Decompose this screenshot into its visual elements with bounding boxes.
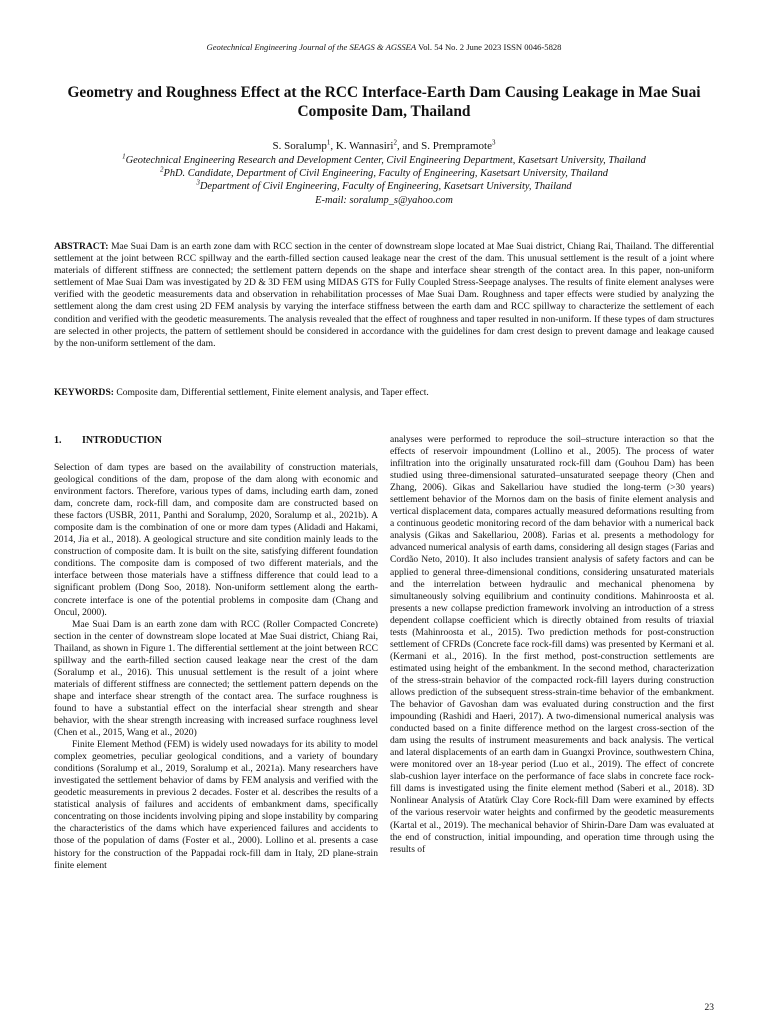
abstract-text: Mae Suai Dam is an earth zone dam with RCC section in the center of downstream slope located at Mae Suai district, Chiang Rai, Thailand. The differential settlement at the joint between RCC spillway and the earth-filled section caused leakage near the crest of the dam. This unusual settlement is the result of a joint where materials of different stiffness are connected; the settlement pattern depends on the shape and interface shear strength of the contact area. In this paper, non-uniform settlement of Mae Suai Dam was investigated by 2D & 3D FEM using MIDAS GTS for Fully Coupled Stress-Seepage analyses. The results of finite element analyses were verified with the geodetic measurements data and observation in rehabilitation processes of Mae Suai Dam. Roughness and taper effects were studied by analyzing the settlement along the dam crest using 2D FEM analysis by varying the interface stiffness between the earth dam and RCC spillway to characterize the settlement of each condition and verified with the geodetic measurements. The analysis revealed that the effect of roughness and taper resulted in non-uniform. If these types of dam structures are selected in other projects, the pattern of settlement should be considered in accordance with the guidelines for dam crest design to prevent damage and leakage caused by the non-uniform settlement of the dam. bbox=[54, 241, 714, 349]
body-paragraph: Finite Element Method (FEM) is widely used nowadays for its ability to model complex geometries, peculiar geological conditions, and a variety of boundary conditions (Soralump et al., 2019, Soralump et al., 2021a). Many researchers have investigated the settlement behavior of dams by FEM analysis and verified with the geodetic measurements in previous 2 decades. Foster et al. describes the results of a statistical analysis of failures and accidents of embankment dams, specifically concentrating on those incidents involving piping and slope instability by comparing the characteristics of the dams which have experienced failures and accidents to those of the population of dams (Foster et al., 2000). Lollino et al. presents a case history for the construction of the Pappadai rock-fill dam in Italy, 2D plane-strain finite element bbox=[54, 739, 378, 871]
affiliation-1-sup: 1 bbox=[122, 152, 126, 161]
abstract bbox=[54, 241, 714, 350]
journal-name: Geotechnical Engineering Journal of the SEAGS & AGSSEA bbox=[206, 42, 417, 52]
author-1: S. Soralump bbox=[272, 140, 327, 152]
contact-email: E-mail: soralump_s@yahoo.com bbox=[315, 194, 453, 206]
body-paragraph: Mae Suai Dam is an earth zone dam with RCC (Roller Compacted Concrete) section in the center of downstream slope located at Mae Suai district, Chiang Rai, Thailand, as shown in Figure 1. The differential settlement at the joint between RCC spillway and the earth-filled section caused leakage near the crest of the dam (Soralump et al., 2016). This unusual settlement is the result of a joint where materials of different stiffness are connected; the settlement pattern depends on the shape and interface shear strength of the contact area. The surface roughness is found to have a substantial effect on the interfacial shear strength and shear behavior, with the shear strength increasing with increased surface roughness level (Chen et al., 2015, Wang et al., 2020) bbox=[54, 618, 378, 739]
affiliation-2 bbox=[40, 167, 728, 180]
affiliations bbox=[40, 154, 728, 207]
section-heading bbox=[54, 434, 378, 448]
keywords bbox=[54, 387, 714, 399]
section-number: 1. bbox=[54, 435, 62, 446]
affiliation-3 bbox=[40, 180, 728, 193]
body-paragraph: Selection of dam types are based on the availability of construction materials, geological conditions of the dam, propose of the dam along with economic and environment factors. Therefore, various types of dams, including earth dam, zoned dam, concrete dam, rock-fill dam, and composite dam are constructed based on these factors (USBR, 2011, Panthi and Soralump, 2020, Soralump et al., 2021b). A composite dam is the combination of one or more dam types (Alidadi and Hakami, 2014, Jia et al., 2018). A geological structure and site condition mainly leads to the construction of composite dam. It is built on the site, satisfying different foundation conditions. The composite dam is composed of two different materials, and the interface between those materials have a stiffness difference that could lead to a significant problem (Dong Soo, 2018). Non-uniform settlement along the earth-concrete interface is one of the potential problems in composite dam (Chang and Oncul, 2000). bbox=[54, 462, 378, 618]
author-2-sup: 2 bbox=[393, 138, 397, 147]
body-paragraph: analyses were performed to reproduce the soil–structure interaction so that the effects of reservoir impoundment (Lollino et al., 2005). The process of water infiltration into the originally unsaturated rock-fill dam (Gouhou Dam) has been studied using three-dimensional saturated–unsaturated seepage theory (Chen and Zhang, 2006). Gikas and Sakellariou have studied the long-term (>30 years) settlement behavior of the Mornos dam on the basis of finite element analysis and vertical displacement data, compares actually measured deformations resulting from a continuous geodetic monitoring record of the dam behavior with a numerical back analysis (Gikas and Sakellariou, 2008). Farias et al. presents a methodology for advanced numerical analysis of earth dams, considering all design stages (Farias and Cordão Neto, 2010). It also includes transient analysis of safety factors and can be applied to general three-dimensional conditions, considering unsaturated materials and the interrelation between hydraulic and mechanical phenomena by simultaneously solving equilibrium and continuity conditions. Mahinroosta et al. presents a new collapse prediction framework involving an introduction of a stress dependent collapse coefficient which is directly obtained from results of triaxial tests (Mahinroosta et al., 2015). Two prediction methods for post-construction settlement of CFRDs (Concrete face rock-fill dams) was presented by Kermani et al. (Kermani et al., 2016). In the first method, post-construction settlements are estimated using height of the embankment. In the second method, characterization of the stress-strain behavior of the compacted rock-fill layers during construction allows prediction of the subsequent stress-strain-time behavior of the embankment. The behavior of Gavoshan dam was evaluated during construction and the first impounding (Rashidi and Haeri, 2017). A two-dimensional numerical analysis was conducted based on a finite difference method on the largest cross-section of the dam using the results of instrument measurements and back analysis. The vertical and lateral displacements of an earth dam in Guangxi Province, southwestern China, were monitored over an 18-year period (Luo et al., 2019). The effect of concrete slab-cushion layer interface on the performance of face slabs in concrete face rock-fill dams is investigated using the finite element method (Saberi et al., 2018). 3D Nonlinear Analysis of Atatürk Clay Core Rock-fill Dam were examined by effects of the various reservoir water heights and confirmed by the geodetic measurements (Kartal et al., 2019). The mechanical behavior of Shirin-Dare Dam was evaluated at the end of construction, initial impounding, and operation time through using the results of bbox=[390, 434, 714, 855]
affiliation-3-text: Department of Civil Engineering, Faculty of Engineering, Kasetsart University, Thailand bbox=[199, 181, 572, 193]
keywords-text: Composite dam, Differential settlement, Finite element analysis, and Taper effect. bbox=[113, 387, 429, 398]
affiliation-2-sup: 2 bbox=[160, 165, 164, 174]
section-title: INTRODUCTION bbox=[82, 435, 163, 446]
author-2: , K. Wannasiri bbox=[330, 140, 394, 152]
author-3-sup: 3 bbox=[492, 138, 496, 147]
left-column bbox=[54, 434, 378, 872]
affiliation-3-sup: 3 bbox=[196, 178, 200, 187]
author-1-sup: 1 bbox=[326, 138, 331, 147]
affiliation-2-text: PhD. Candidate, Department of Civil Engineering, Faculty of Engineering, Kasetsart University, Thailand bbox=[163, 168, 608, 180]
right-column bbox=[390, 434, 714, 856]
journal-issue: Vol. 54 No. 2 June 2023 ISSN 0046-5828 bbox=[416, 42, 562, 52]
author-3: , and S. Prempramote bbox=[396, 140, 492, 152]
author-list bbox=[40, 140, 728, 153]
paper-title: Geometry and Roughness Effect at the RCC Interface-Earth Dam Causing Leakage in Mae Suai Composite Dam, Thailand bbox=[67, 84, 701, 120]
page-number: 23 bbox=[704, 1003, 714, 1013]
keywords-label: KEYWORDS: bbox=[54, 387, 114, 398]
affiliation-1-text: Geotechnical Engineering Research and Development Center, Civil Engineering Department, Kasetsart University, Thailand bbox=[125, 155, 646, 166]
journal-header bbox=[0, 42, 768, 52]
abstract-label: ABSTRACT: bbox=[54, 241, 109, 252]
affiliation-1 bbox=[40, 154, 728, 167]
